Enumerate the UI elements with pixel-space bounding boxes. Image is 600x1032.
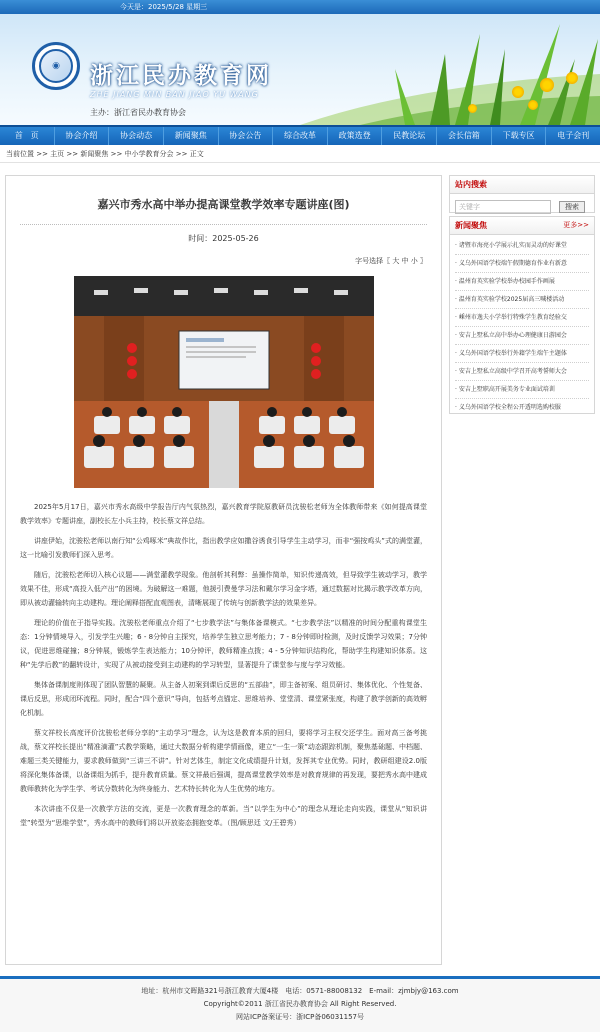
news-list-item[interactable]: · 义乌外国语学校全程公开透明选购校服 [455, 399, 589, 417]
footer-icp[interactable]: 网站ICP备案证号：浙ICP备06031157号 [236, 1013, 364, 1021]
site-footer [0, 976, 600, 1032]
sponsor-line: 主办：浙江省民办教育协会 [90, 108, 186, 117]
breadcrumb[interactable]: 当前位置 >> 主页 >> 新闻聚焦 >> 中小学教育分会 >> 正文 [0, 145, 600, 163]
article-paragraph: 讲座伊始，沈骏松老师以南行知“公鸡啄米”典故作比，指出教学应如撒谷诱食引导学生主动学习，而非“强按鸡头”式的满堂灌，这一比喻引发教师们深入思考。 [20, 537, 427, 559]
grass-decoration-icon [0, 14, 600, 125]
news-list [450, 235, 594, 421]
article-panel [5, 175, 442, 965]
article-paragraph: 理论的价值在于指导实践。沈骏松老师重点介绍了“七步教学法”与集体备课模式。“七步教学法”以精准的时间分配重构课堂生态：1分钟情境导入，引发学生兴趣；6 - 8分钟自主探究，培养学生独立思考能力；7 - 8分钟即时检测，及时反馈学习效果；7分钟议，促进思维碰撞；8分钟展，锻炼学生表达能力；10分钟评，教师精准点拨；4 - 5分钟知识结构化，帮助学生构建知识体系。这种“先学后教”的翻转设计，实现了从被动接受到主动建构的学习转型，显著提升了课堂参与度与学习效能。 [20, 619, 427, 669]
news-list-item[interactable]: · 义乌外国语学校举行外籍学生端午主题体 [455, 345, 589, 363]
search-panel-heading [450, 176, 594, 194]
nav-about[interactable]: 协会介绍 [55, 127, 110, 145]
current-date: 今天是：2025/5/28 星期三 [120, 3, 208, 11]
footer-copyright: Copyright©2011 浙江省民办教育协会 All Right Reserved. [203, 1000, 397, 1008]
nav-forum[interactable]: 民教论坛 [382, 127, 437, 145]
news-panel-title: 新闻聚焦 [455, 221, 487, 230]
site-name[interactable]: 浙江民办教育网 [90, 63, 272, 89]
footer-address: 地址：杭州市文晖路321号浙江教育大厦4楼 电话：0571-88008132 E-mail：zjmbjy@163.com [141, 987, 459, 995]
flower-decoration-icon [540, 78, 554, 92]
news-more-link[interactable]: 更多>> [563, 221, 589, 229]
news-list-item[interactable]: · 诸暨市海亮小学展示扎实而灵动的好课堂 [455, 237, 589, 255]
article-paragraph: 蔡文祥校长高度评价沈骏松老师分享的“主动学习”理念，认为这是教育本质的回归，要将学习主权交还学生。面对高三备考挑战，蔡文祥校长提出“精准滴灌”式教学策略，通过大数据分析构建学情画像，建立“一生一策”动态跟踪机制，聚焦基础题、中档题、难题三类关键能力，要求教师做到“三讲三不讲”。针对艺体生，制定文化成绩提升计划，发挥其专业优势。同时，教研组建设2.0版将深化集体备课，以备课组为抓手，提升教育质量。蔡文祥最后强调，提高课堂教学效率是对教育规律的再发现，要把秀水高中建成教师教转化为学生学、考试分数转化为终身能力、艺术特长转化为人生优势的地方。 [20, 729, 427, 793]
news-list-item[interactable]: · 安吉上墅私立高级中学召开高考誓师大会 [455, 363, 589, 381]
search-panel-title: 站内搜索 [455, 180, 487, 189]
title-divider [20, 224, 427, 225]
flower-decoration-icon [468, 104, 477, 113]
flower-decoration-icon [512, 86, 524, 98]
flower-decoration-icon [528, 100, 538, 110]
lecture-hall-photo [74, 276, 374, 488]
article-time: 时间：2025-05-26 [188, 234, 259, 243]
site-pinyin: ZHE JIANG MIN BAN JIAO YU WANG [90, 90, 259, 99]
news-list-item[interactable]: · 嵊州市逸夫小学举行特殊学生教育经验交 [455, 309, 589, 327]
nav-reform[interactable]: 综合改革 [273, 127, 328, 145]
nav-news-focus[interactable]: 新闻聚焦 [164, 127, 219, 145]
article-paragraph: 随后，沈骏松老师切入核心议题——满堂灌教学现象。他剖析其利弊：虽操作简单，知识传递高效，但导致学生被动学习，教学效果不佳，形成“高投入低产出”的困境。为破解这一难题，他援引费曼学习法和戴尔学习金字塔，通过数据对比揭示教学改革方向，即从被动灌输转向主动建构。理论阐释搭配直观图表，清晰展现了传统与创新教学法的效果差异。 [20, 571, 427, 607]
article-paragraph: 2025年5月17日，嘉兴市秀水高级中学报告厅内气氛热烈，嘉兴教育学院原教研员沈骏松老师为全体教师带来《如何提高课堂教学效率》专题讲座，副校长左小兵主持，校长蔡文祥总结。 [20, 503, 427, 525]
search-input[interactable]: 关键字 [455, 200, 551, 214]
news-panel-heading [450, 217, 594, 235]
font-size-selector[interactable]: 字号选择〖 大 中 小 〗 [355, 257, 427, 265]
news-list-item[interactable]: · 义乌外国语学校端午假期德育作业有新意 [455, 255, 589, 273]
news-list-item[interactable]: · 温州育英实验学校2025届高三喊楼活动 [455, 291, 589, 309]
flower-decoration-icon [566, 72, 578, 84]
nav-president-mailbox[interactable]: 会长信箱 [437, 127, 492, 145]
news-list-item[interactable]: · 温州育英实验学校举办校园手作画展 [455, 273, 589, 291]
news-focus-panel [449, 216, 595, 414]
search-button[interactable]: 搜索 [559, 201, 585, 213]
association-logo-icon[interactable]: ◉ [32, 42, 80, 90]
main-nav [0, 125, 600, 145]
nav-association-news[interactable]: 协会动态 [109, 127, 164, 145]
nav-announcements[interactable]: 协会公告 [219, 127, 274, 145]
date-bar [0, 0, 600, 14]
news-list-item[interactable]: · 安吉上墅职高开展美务专业面试培训 [455, 381, 589, 399]
nav-downloads[interactable]: 下载专区 [492, 127, 547, 145]
news-list-item[interactable]: · 安吉上墅私立高中举办心理健康日游园会 [455, 327, 589, 345]
search-panel [449, 175, 595, 213]
article-paragraph: 本次讲座不仅是一次教学方法的交流，更是一次教育理念的革新。当“以学生为中心”的理念从理论走向实践，课堂从“知识讲堂”转型为“思维学堂”，秀水高中的教师们将以开放姿态拥抱变革。（图/顾思廷 文/王碧秀） [20, 805, 427, 827]
article-paragraph: 集体备课制度则体现了团队智慧的凝聚。从主备人初案到课后反思的“五部曲”，即主备初案、组员研讨、集体优化、个性复备、课后反思，形成闭环流程。同时，配合“四个意识”导向，包括考点锚定、思维培养、堂堂清、课堂紧张度，构建了教学创新的高效孵化机制。 [20, 681, 427, 717]
nav-home[interactable]: 首 页 [0, 127, 55, 145]
lecture-hall-illustration-icon [74, 276, 374, 488]
site-banner [0, 14, 600, 125]
nav-e-journal[interactable]: 电子会刊 [557, 131, 590, 140]
nav-policy[interactable]: 政策选登 [328, 127, 383, 145]
article-title: 嘉兴市秀水高中举办提高课堂教学效率专题讲座(图) [97, 198, 350, 211]
